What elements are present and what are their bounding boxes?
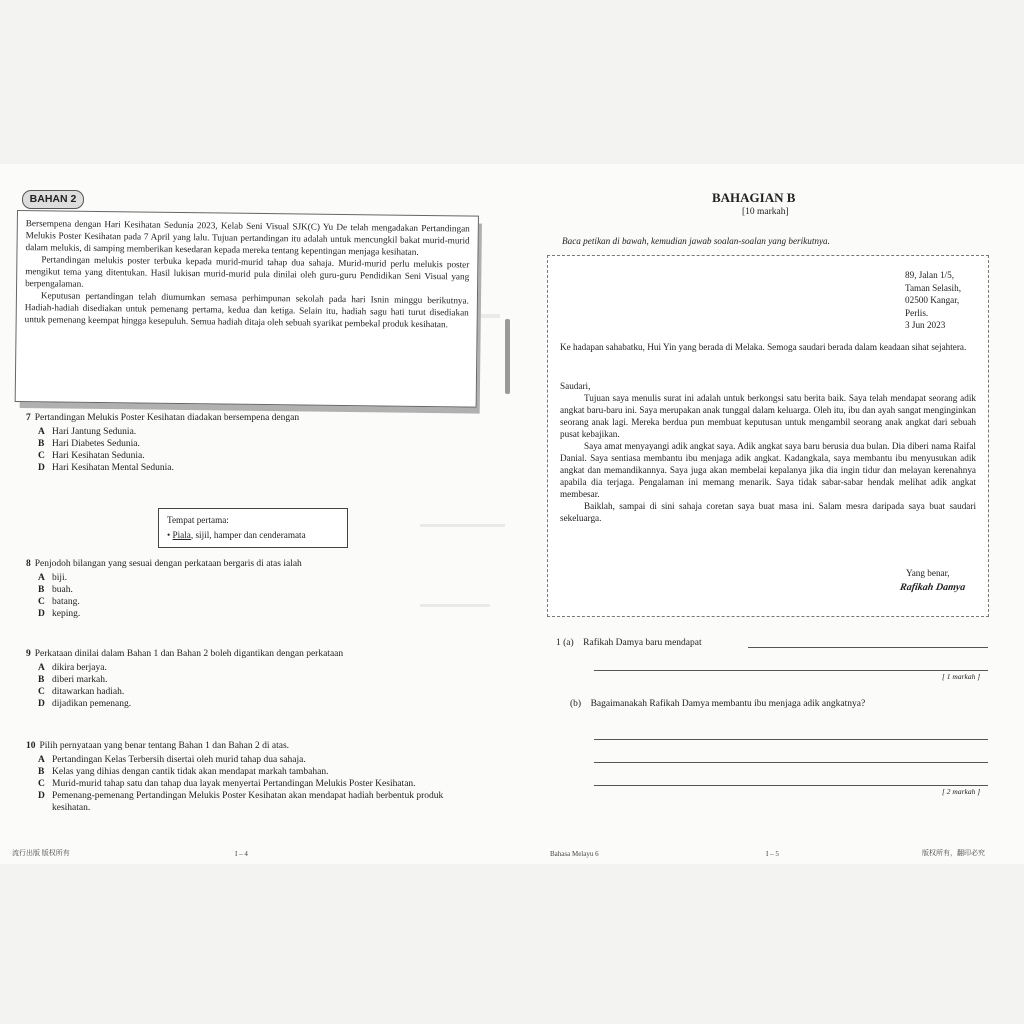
- section-title: BAHAGIAN B: [712, 190, 796, 205]
- option-letter: C: [38, 687, 45, 697]
- page-gutter: [505, 319, 510, 394]
- option-text: batang.: [52, 597, 80, 607]
- option-letter: B: [38, 767, 45, 777]
- info-box-rest: , sijil, hamper dan cenderamata: [190, 530, 306, 540]
- option-c[interactable]: [38, 778, 476, 790]
- signature: Rafikah Damya: [899, 582, 967, 593]
- question-stem: Pilih pernyataan yang benar tentang Bahan 1 dan Bahan 2 di atas.: [39, 741, 290, 751]
- greeting-text: Ke hadapan sahabatku, Hui Yin yang berada di Melaka. Semoga saudari berada dalam keadaan sihat sejahtera.: [560, 342, 967, 352]
- option-text: biji.: [52, 573, 68, 583]
- info-box-line: [167, 529, 306, 541]
- question-number: 8: [26, 559, 31, 569]
- closing: Yang benar,: [906, 568, 950, 578]
- option-text: dikira berjaya.: [52, 663, 107, 673]
- option-letter: A: [38, 663, 45, 673]
- passage-paragraph: Bersempena dengan Hari Kesihatan Sedunia 2023, Kelab Seni Visual SJK(C) Yu De telah mengadakan Pertandingan Melukis Poster Kesihatan pada 7 April yang lalu. Tujuan pertandingan itu adalah untuk mencungkil bakat murid-murid dalam melukis, di samping memberikan kesedaran kepada mereka tentang kepentingan menjaga kesihatan.: [25, 218, 470, 257]
- address-line: 89, Jalan 1/5,: [905, 270, 954, 280]
- option-b[interactable]: [38, 438, 476, 450]
- bahan-badge: BAHAN 2: [22, 190, 84, 209]
- bullet-icon: •: [167, 530, 171, 540]
- option-text: Hari Diabetes Sedunia.: [52, 439, 140, 449]
- option-letter: A: [38, 755, 45, 765]
- footer-publisher: 流行出版 版权所有: [12, 849, 70, 857]
- option-letter: A: [38, 573, 45, 583]
- option-a[interactable]: [38, 662, 476, 674]
- address-date: 3 Jun 2023: [905, 320, 946, 330]
- question-1a: [556, 638, 702, 648]
- option-letter: C: [38, 779, 45, 789]
- letter-greeting: [560, 341, 976, 353]
- letter-box: [547, 255, 989, 617]
- option-letter: D: [38, 791, 45, 801]
- option-letter: C: [38, 451, 45, 461]
- option-letter: D: [38, 699, 45, 709]
- info-box-heading: Tempat pertama:: [167, 515, 229, 525]
- address-line: Perlis.: [905, 307, 929, 318]
- footer-subject: Bahasa Melayu 6: [550, 850, 599, 858]
- answer-line-1b-3[interactable]: [594, 785, 988, 786]
- option-text: dijadikan pemenang.: [52, 699, 132, 709]
- passage-text: [25, 217, 470, 330]
- address-line: Taman Selasih,: [905, 282, 961, 293]
- option-c[interactable]: [38, 686, 476, 698]
- question-7: [26, 412, 476, 474]
- marks-1a: [ 1 markah ]: [942, 672, 981, 681]
- option-d[interactable]: [38, 790, 476, 814]
- marks-1b: [ 2 markah ]: [942, 787, 981, 796]
- option-letter: B: [38, 585, 45, 595]
- section-marks: [10 markah]: [742, 207, 789, 217]
- question-stem: Perkataan dinilai dalam Bahan 1 dan Bahan 2 boleh digantikan dengan perkataan: [34, 649, 344, 659]
- question-number: 9: [26, 649, 31, 659]
- option-text: diberi markah.: [52, 675, 108, 685]
- passage-box: [15, 210, 479, 408]
- answer-line-1a[interactable]: [748, 647, 988, 648]
- option-a[interactable]: [38, 754, 476, 766]
- right-page: [512, 164, 1024, 864]
- footer-page-number: I – 5: [766, 850, 779, 858]
- passage-paragraph: Pertandingan melukis poster terbuka kepada murid-murid tahap dua sahaja. Murid-murid perlu melukis poster mengikut tema yang ditentukan. Hasil lukisan murid-murid pula dinilai oleh guru-guru Pendidikan Seni Visual yang berpengalaman.: [25, 254, 470, 289]
- option-letter: C: [38, 597, 45, 607]
- option-d[interactable]: [38, 698, 476, 710]
- option-letter: D: [38, 463, 45, 473]
- question-stem: Penjodoh bilangan yang sesuai dengan perkataan bergaris di atas ialah: [34, 559, 302, 569]
- option-d[interactable]: [38, 608, 476, 620]
- question-text: Rafikah Damya baru mendapat: [583, 638, 702, 648]
- option-text: ditawarkan hadiah.: [52, 687, 125, 697]
- footer-page-number: I – 4: [235, 850, 248, 858]
- option-a[interactable]: [38, 426, 476, 438]
- question-10: [26, 740, 476, 814]
- instruction: Baca petikan di bawah, kemudian jawab soalan-soalan yang berikutnya.: [562, 236, 830, 246]
- question-label: 1 (a): [556, 638, 574, 648]
- option-c[interactable]: [38, 596, 476, 608]
- option-b[interactable]: [38, 674, 476, 686]
- option-text: Hari Kesihatan Sedunia.: [52, 451, 145, 461]
- left-page: [0, 164, 506, 864]
- letter-paragraph: Tujuan saya menulis surat ini adalah untuk berkongsi satu berita baik. Saya telah mendapat seorang adik angkat baru-baru ini. Saya merupakan anak tunggal dalam keluarga. Oleh itu, ibu dan ayah sangat menginginkan seorang anak lagi. Mereka berdua pun membuat keputusan untuk mengambil seorang anak angkat dari sebuah pusat kebajikan.: [560, 393, 976, 439]
- info-box-prizes: [158, 508, 348, 548]
- letter-paragraph: Baiklah, sampai di sini sahaja coretan saya buat masa ini. Salam mesra daripada saya buat saudari sekeluarga.: [560, 501, 976, 523]
- address-block: [905, 269, 961, 332]
- option-text: Murid-murid tahap satu dan tahap dua layak menyertai Pertandingan Melukis Poster Kesihatan.: [52, 779, 416, 789]
- answer-line-1b-2[interactable]: [594, 762, 988, 763]
- letter-paragraph: Saya amat menyayangi adik angkat saya. Adik angkat saya baru berusia dua bulan. Dia diberi nama Raifal Danial. Saya sentiasa membantu ibu menjaga adik angkat. Kadangkala, saya membantu ibu menyusukan adik angkat dan memandikannya. Saya juga akan membelai kepalanya jika dia ingin tidur dan melayan kerenahnya apabila dia terjaga. Pengalaman ini memang menarik. Saya tidak sabar-sabar hendak melihat adik angkat membesar.: [560, 441, 976, 499]
- option-letter: D: [38, 609, 45, 619]
- question-number: 7: [26, 413, 31, 423]
- exam-spread: [0, 164, 1024, 864]
- option-text: Kelas yang dihias dengan cantik tidak akan mendapat markah tambahan.: [52, 767, 329, 777]
- option-letter: B: [38, 675, 45, 685]
- question-number: 10: [26, 741, 36, 751]
- passage-paragraph: Keputusan pertandingan telah diumumkan semasa perhimpunan sekolah pada hari Isnin minggu berikutnya. Hadiah-hadiah disediakan untuk pemenang pertama, kedua dan ketiga. Selain itu, hadiah sagu hati turut disediakan untuk pemenang keempat hingga kesepuluh. Semua hadiah ditaja oleh sebuah syarikat pembekal produk kesihatan.: [24, 290, 469, 330]
- option-text: keping.: [52, 609, 81, 619]
- footer-copyright: 版权所有，翻印必究: [922, 849, 985, 857]
- question-label: (b): [570, 699, 582, 709]
- option-b[interactable]: [38, 766, 476, 778]
- address-line: 02500 Kangar,: [905, 295, 960, 305]
- option-c[interactable]: [38, 450, 476, 462]
- question-1b: [570, 699, 865, 709]
- question-stem: Pertandingan Melukis Poster Kesihatan diadakan bersempena dengan: [34, 413, 300, 423]
- option-text: buah.: [52, 585, 73, 595]
- option-text: Hari Kesihatan Mental Sedunia.: [52, 463, 174, 473]
- question-9: [26, 648, 476, 710]
- option-text: Pemenang-pemenang Pertandingan Melukis Poster Kesihatan akan mendapat hadiah berbentuk produk kesihatan.: [52, 791, 444, 813]
- salutation: Saudari,: [560, 381, 591, 391]
- question-text: Bagaimanakah Rafikah Damya membantu ibu menjaga adik angkatnya?: [590, 699, 866, 709]
- option-a[interactable]: [38, 572, 476, 584]
- option-b[interactable]: [38, 584, 476, 596]
- letter-content: [560, 380, 976, 524]
- option-letter: B: [38, 439, 45, 449]
- option-text: Hari Jantung Sedunia.: [52, 427, 137, 437]
- answer-line-1b-1[interactable]: [594, 739, 988, 740]
- answer-line-1a-2[interactable]: [594, 670, 988, 671]
- question-8: [26, 558, 476, 620]
- option-letter: A: [38, 427, 45, 437]
- option-d[interactable]: [38, 462, 476, 474]
- option-text: Pertandingan Kelas Terbersih disertai oleh murid tahap dua sahaja.: [52, 755, 306, 765]
- underlined-word: Piala: [172, 530, 191, 540]
